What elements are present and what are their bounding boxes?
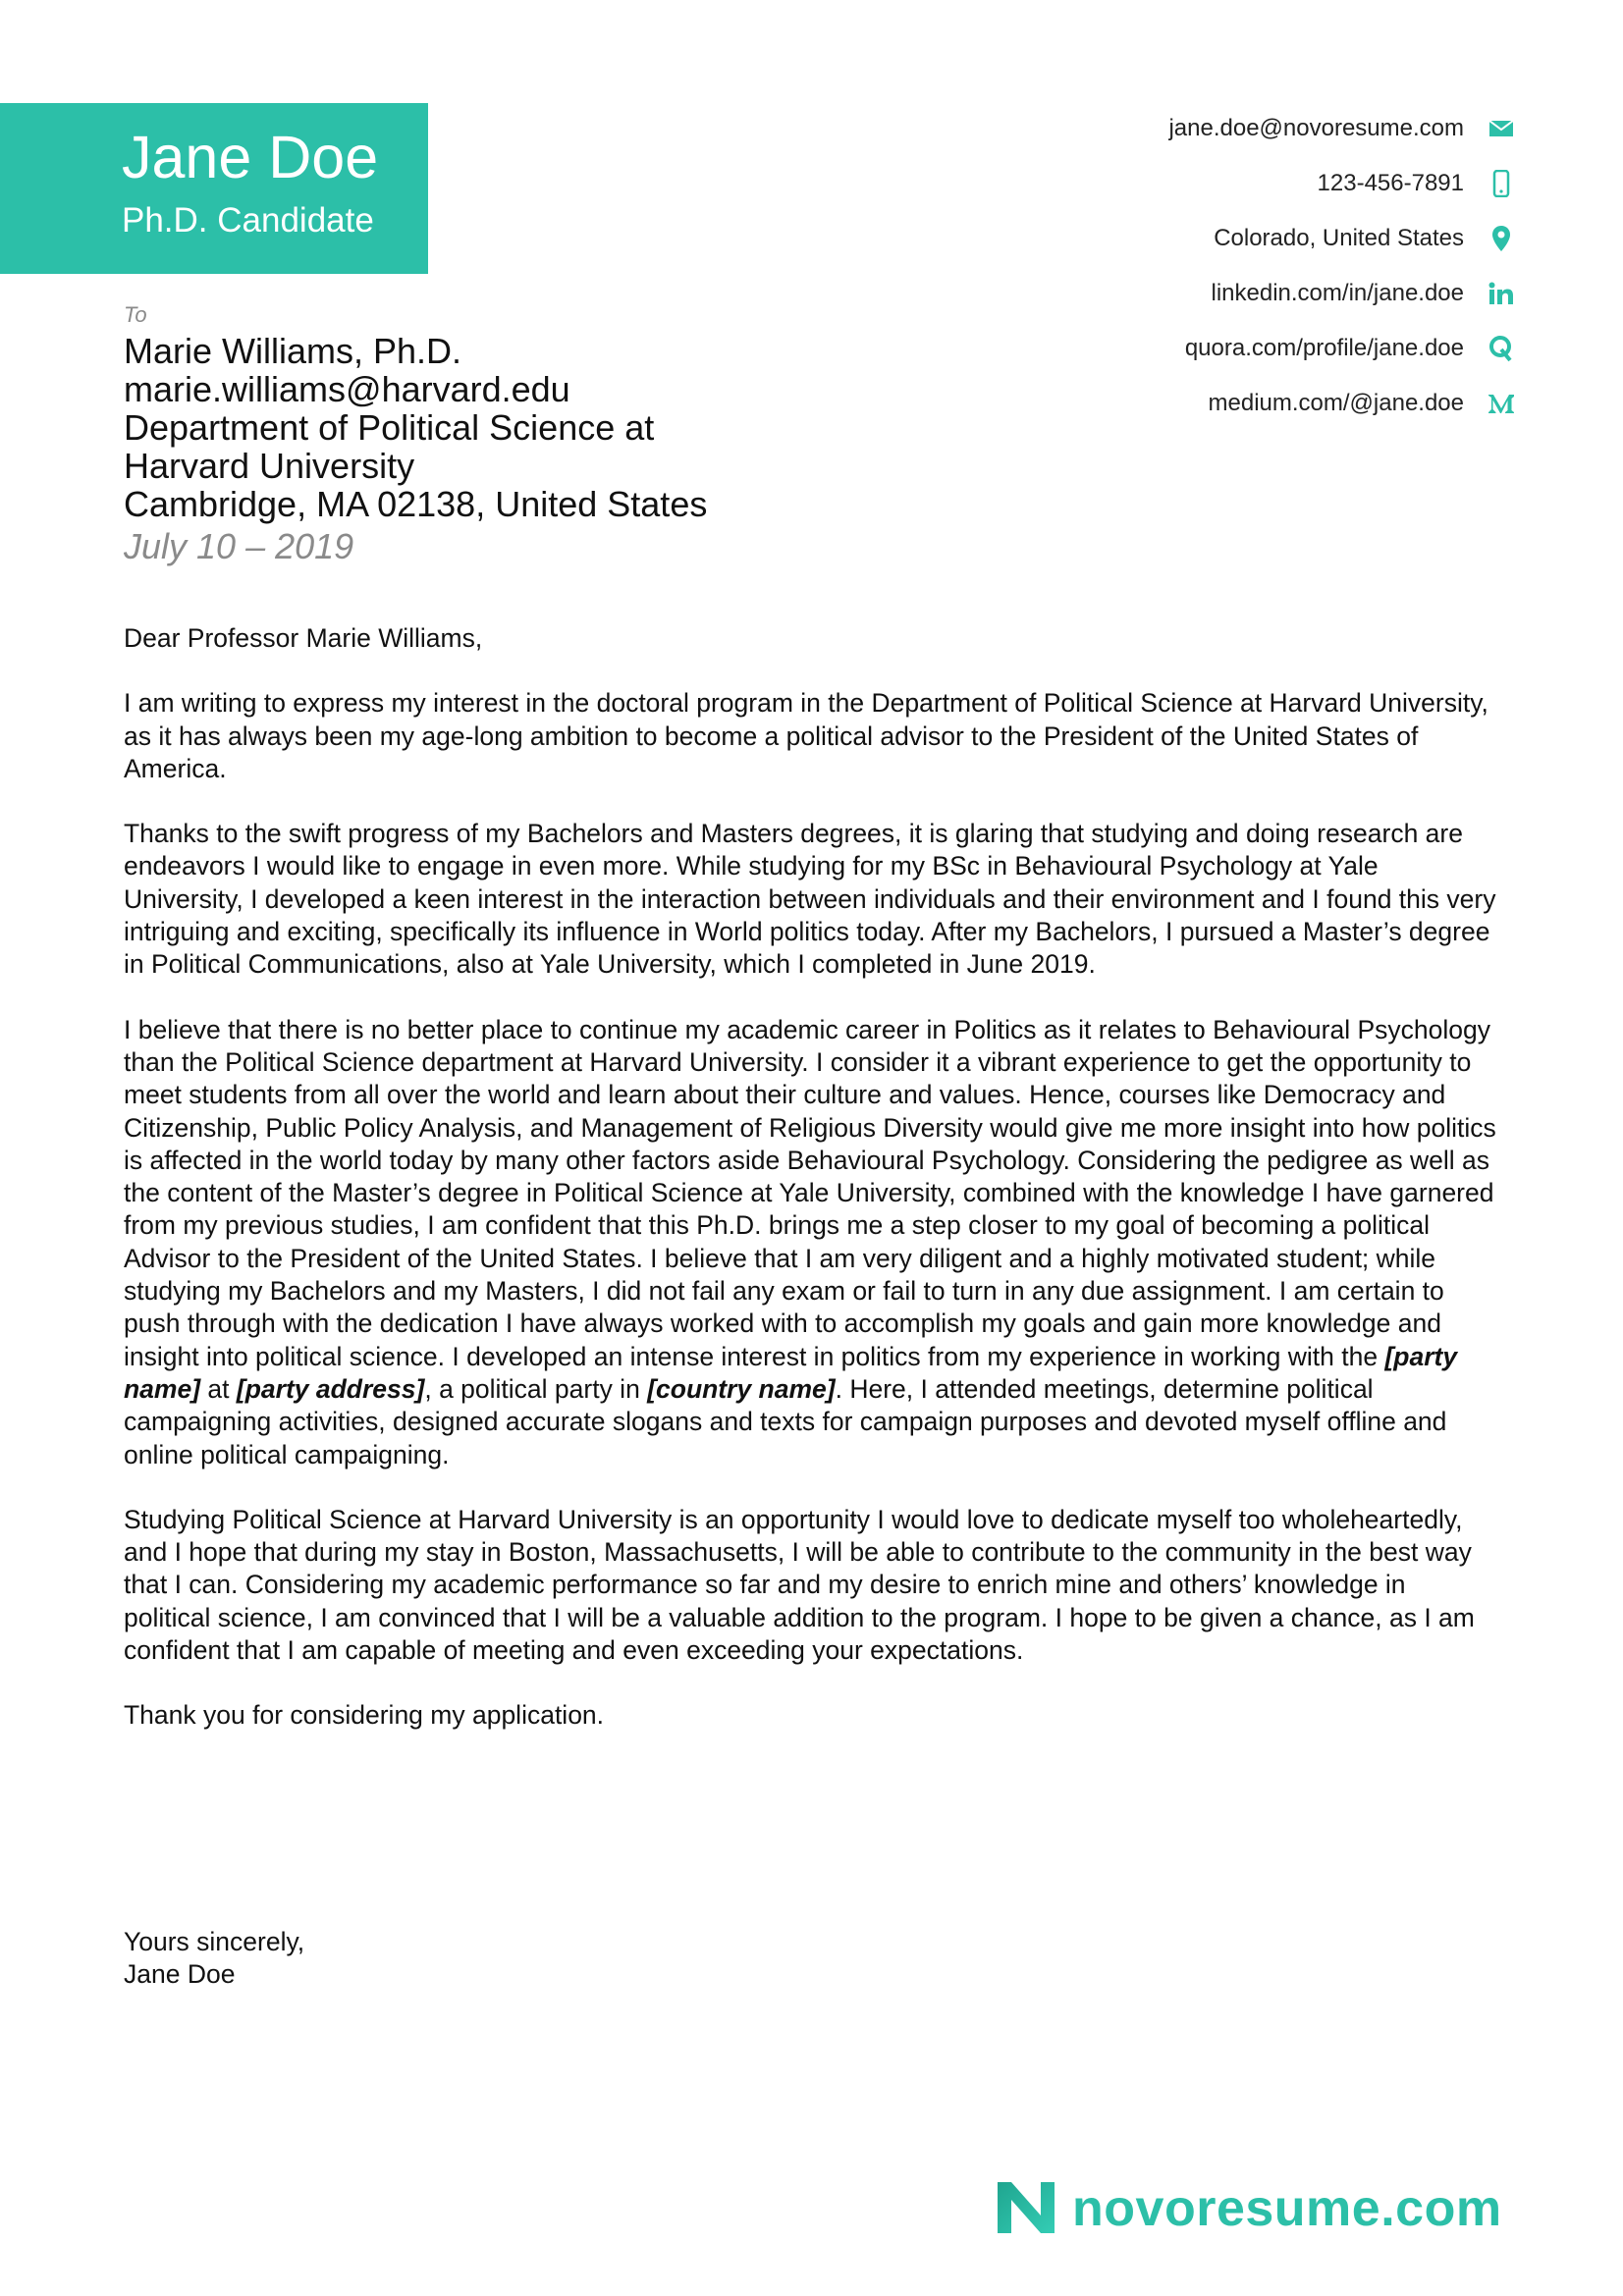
placeholder-party-name: [party name] [124,1341,1458,1404]
paragraph-3 [124,1014,1498,1471]
contact-location [965,211,1515,266]
contact-medium [965,376,1515,431]
footer-logo [994,2177,1502,2240]
placeholder-country-name: [country name] [647,1373,836,1404]
letter-date: July 10 – 2019 [124,526,354,566]
quora-icon [1488,335,1515,362]
placeholder-party-address: [party address] [236,1373,425,1404]
paragraph-1: I am writing to express my interest in the doctoral program in the Department of Political Science at Harvard University, as it has always been my age-long ambition to become a political advisor to the President of the United States of America. [124,688,1488,783]
paragraph-3-part-a: I believe that there is no better place to continue my academic career in Politics as it relates to Behavioural Psychology than the Political Science department at Harvard University. I consider it a vibrant experience to get the opportunity to meet students from all over the world and learn about their culture and values. Hence, courses like Democracy and Citizenship, Public Policy Analysis, and Management of Religious Diversity would give me more insight into how politics is affected in the world today by many other factors aside Behavioural Psychology. Considering the pedigree as well as the content of the Master’s degree in Political Science at Yale University, combined with the knowledge I have garnered from my previous studies, I am confident that this Ph.D. brings me a step closer to my goal of becoming a political Advisor to the President of the United States. I believe that I am very diligent and a highly motivated student; while studying my Bachelors and my Masters, I did not fail any exam or fail to turn in any due assignment. I am certain to push through with the dedication I have always worked with to accomplish my goals and gain more knowledge and insight into political science. I developed an intense interest in politics from my experience in working with the [124,1014,1496,1371]
applicant-title: Ph.D. Candidate [122,201,374,240]
recipient-block [124,332,909,523]
recipient-university: Harvard University [124,446,415,486]
novoresume-logo-icon [994,2176,1058,2242]
applicant-name: Jane Doe [122,124,379,190]
closing-block [124,1926,304,1992]
paragraph-4: Studying Political Science at Harvard University is an opportunity I would love to dedicate myself too wholeheartedly, and I hope that during my stay in Boston, Massachusetts, I will be able to contribute to the community in the best way that I can. Considering my academic performance so far and my desire to enrich mine and others’ knowledge in political science, I am convinced that I will be a valuable addition to the program. I hope to be given a chance, as I am confident that I am capable of meeting and even exceeding your expectations. [124,1504,1475,1666]
signature-name: Jane Doe [124,1959,236,1990]
recipient-department: Department of Political Science at [124,407,655,448]
letter-body [124,622,1498,1765]
contact-location-text: Colorado, United States [1214,225,1464,251]
salutation: Dear Professor Marie Williams, [124,623,483,653]
logo-text[interactable]: novoresume.com [1072,2180,1502,2237]
contact-phone-text[interactable]: 123-456-7891 [1317,170,1464,196]
envelope-icon [1488,115,1515,142]
contact-email [965,101,1515,156]
closing-phrase: Yours sincerely, [124,1927,305,1956]
paragraph-3-part-c: , a political party in [424,1373,648,1404]
linkedin-icon [1488,280,1515,307]
contact-medium-text[interactable]: medium.com/@jane.doe [1208,390,1464,416]
medium-icon [1488,390,1515,417]
contact-phone [965,156,1515,211]
paragraph-2: Thanks to the swift progress of my Bachelors and Masters degrees, it is glaring that studying and doing research are endeavors I would like to engage in even more. While studying for my BSc in Behavioural Psychology at Yale University, I developed a keen interest in the interaction between individuals and their environment and I found this very intriguing and exciting, specifically its influence in World politics today. After my Bachelors, I pursued a Master’s degree in Political Communications, also at Yale University, which I completed in June 2019. [124,819,1496,980]
recipient-name: Marie Williams, Ph.D. [124,331,462,371]
contact-quora [965,321,1515,376]
paragraph-5: Thank you for considering my application. [124,1700,605,1731]
recipient-address: Cambridge, MA 02138, United States [124,484,708,524]
phone-icon [1488,170,1515,197]
recipient-email[interactable]: marie.williams@harvard.edu [124,369,570,409]
contact-email-text[interactable]: jane.doe@novoresume.com [1168,115,1464,141]
paragraph-3-part-d: . Here, I attended meetings, determine political campaigning activities, designed accurate slogans and texts for campaign purposes and devoted myself offline and online political campaigning. [124,1373,1447,1469]
to-label: To [124,302,147,327]
contact-linkedin [965,266,1515,321]
contact-linkedin-text[interactable]: linkedin.com/in/jane.doe [1211,280,1464,306]
paragraph-3-part-b: at [200,1373,237,1404]
name-header-block [0,103,428,274]
location-pin-icon [1488,225,1515,252]
contact-list [965,101,1515,431]
contact-quora-text[interactable]: quora.com/profile/jane.doe [1184,335,1464,361]
